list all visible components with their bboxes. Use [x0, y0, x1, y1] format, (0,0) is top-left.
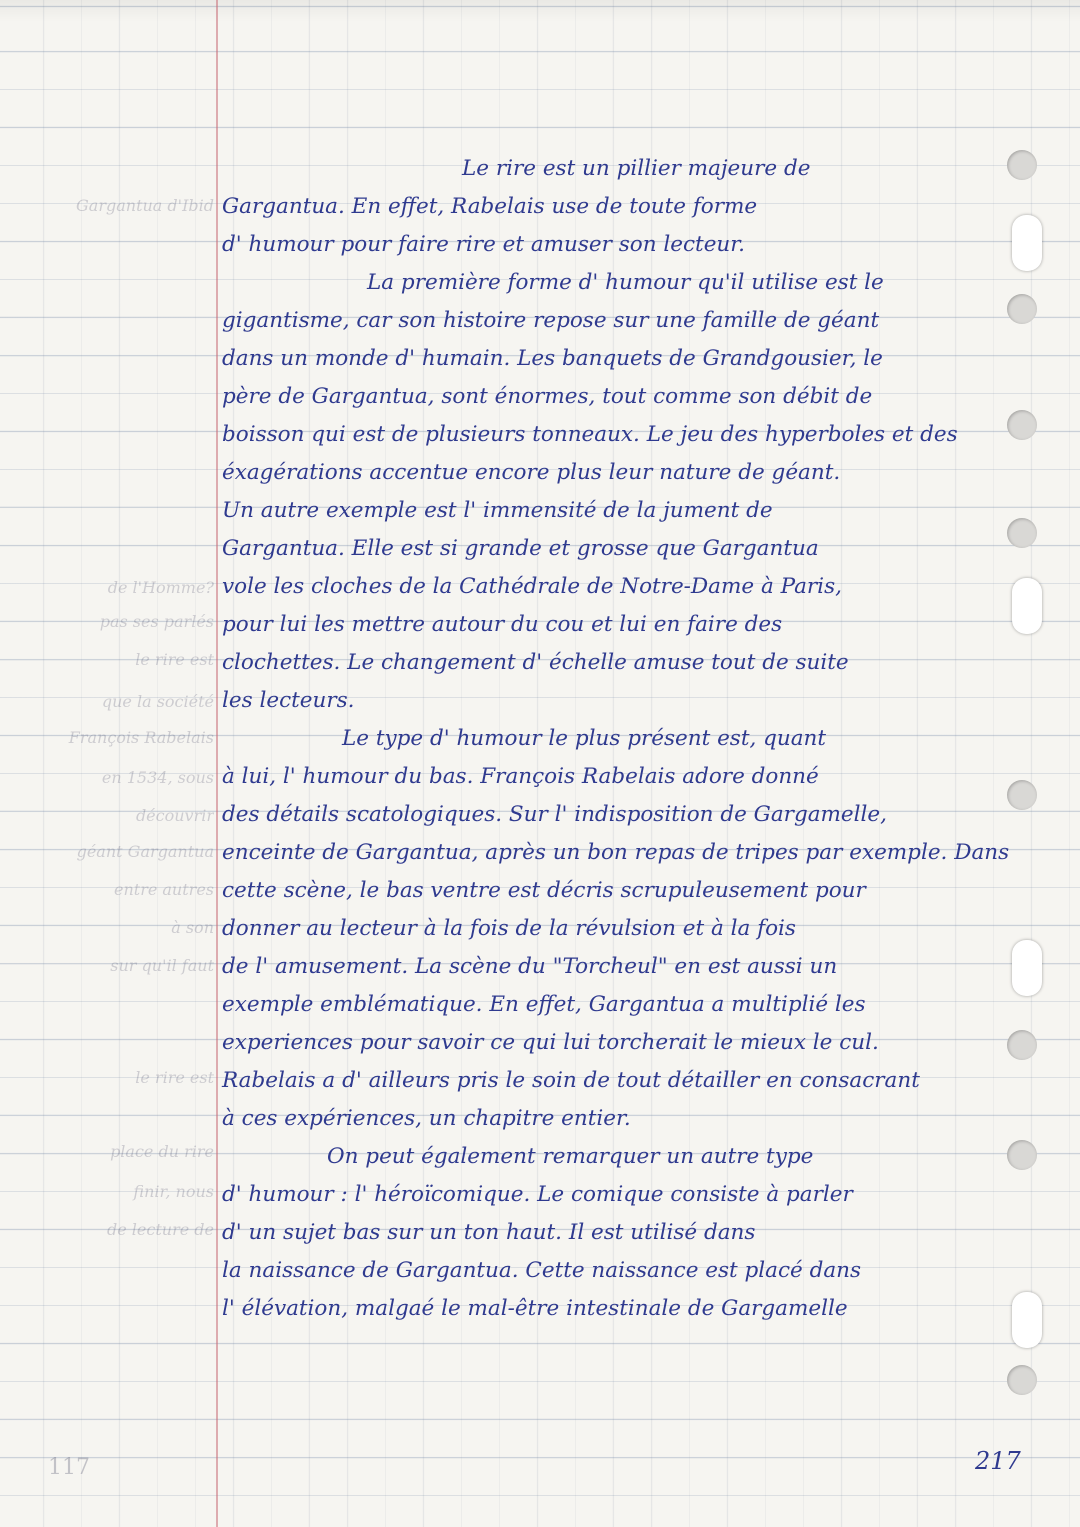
text-line: cette scène, le bas ventre est décris scrupuleusement pour	[222, 878, 866, 903]
text-line: Gargantua. Elle est si grande et grosse que Gargantua	[222, 536, 819, 561]
ghost-text-line: géant Gargantua	[76, 842, 214, 861]
text-line: dans un monde d' humain. Les banquets de Grandgousier, le	[222, 346, 883, 371]
text-line: la naissance de Gargantua. Cette naissance est placé dans	[222, 1258, 862, 1283]
ghost-text-line: de l'Homme?	[107, 578, 214, 597]
text-line: pour lui les mettre autour du cou et lui en faire des	[222, 612, 783, 637]
ghost-text-line: pas ses parlés	[99, 612, 214, 631]
ghost-text-line: le rire est	[135, 650, 214, 669]
ghost-text-line: le rire est	[135, 1068, 214, 1087]
text-line: d' humour : l' héroïcomique. Le comique consiste à parler	[222, 1182, 853, 1207]
text-line: à lui, l' humour du bas. François Rabelais adore donné	[222, 764, 819, 789]
text-line: d' humour pour faire rire et amuser son lecteur.	[222, 232, 746, 257]
text-line: donner au lecteur à la fois de la révulsion et à la fois	[222, 916, 796, 941]
text-line: On peut également remarquer un autre type	[327, 1144, 814, 1169]
ghost-text-line: de lecture de	[107, 1220, 214, 1239]
text-line: d' un sujet bas sur un ton haut. Il est utilisé dans	[222, 1220, 756, 1245]
ghost-text-line: François Rabelais	[68, 728, 214, 747]
text-line: exemple emblématique. En effet, Gargantua a multiplié les	[222, 992, 866, 1017]
page-number: 217	[975, 1447, 1021, 1475]
text-line: l' élévation, malgaé le mal-être intestinale de Gargamelle	[222, 1296, 848, 1321]
ghost-text-line: en 1534, sous	[101, 768, 214, 787]
page-top-shadow	[0, 0, 1080, 22]
text-line: clochettes. Le changement d' échelle amuse tout de suite	[222, 650, 849, 675]
text-line: Le type d' humour le plus présent est, quant	[342, 726, 827, 751]
text-line: Gargantua. En effet, Rabelais use de toute forme	[222, 194, 758, 219]
ghost-text-line: découvrir	[135, 806, 214, 825]
margin-line	[216, 0, 218, 1527]
text-line: père de Gargantua, sont énormes, tout comme son débit de	[222, 384, 873, 409]
ghost-text-line: que la société	[101, 692, 214, 711]
ghost-text-line: place du rire	[110, 1142, 214, 1161]
ghost-text-line: finir, nous	[133, 1182, 214, 1201]
text-line: éxagérations accentue encore plus leur nature de géant.	[222, 460, 841, 485]
text-line: vole les cloches de la Cathédrale de Notre-Dame à Paris,	[222, 574, 842, 599]
text-line: gigantisme, car son histoire repose sur une famille de géant	[222, 308, 880, 333]
text-line: La première forme d' humour qu'il utilise est le	[367, 270, 884, 295]
ghost-text-line: sur qu'il faut	[110, 956, 214, 975]
essay-body	[222, 150, 1052, 1328]
text-line: experiences pour savoir ce qui lui torcherait le mieux le cul.	[222, 1030, 879, 1055]
text-line: Un autre exemple est l' immensité de la jument de	[222, 498, 773, 523]
text-line: des détails scatologiques. Sur l' indisposition de Gargamelle,	[222, 802, 887, 827]
text-line: les lecteurs.	[222, 688, 355, 713]
corner-mark: 117	[48, 1455, 90, 1480]
ghost-text-line: Gargantua d'Ibid	[76, 196, 214, 215]
text-line: de l' amusement. La scène du "Torcheul" en est aussi un	[222, 954, 838, 979]
text-line: boisson qui est de plusieurs tonneaux. Le jeu des hyperboles et des	[222, 422, 958, 447]
binder-hole	[1007, 1365, 1037, 1395]
text-line: enceinte de Gargantua, après un bon repas de tripes par exemple. Dans	[222, 840, 1010, 865]
text-line: Le rire est un pillier majeure de	[462, 156, 811, 181]
ghost-text-line: entre autres	[113, 880, 214, 899]
text-line: à ces expériences, un chapitre entier.	[222, 1106, 631, 1131]
text-line: Rabelais a d' ailleurs pris le soin de tout détailler en consacrant	[222, 1068, 920, 1093]
ghost-text-line: à son	[171, 918, 214, 937]
